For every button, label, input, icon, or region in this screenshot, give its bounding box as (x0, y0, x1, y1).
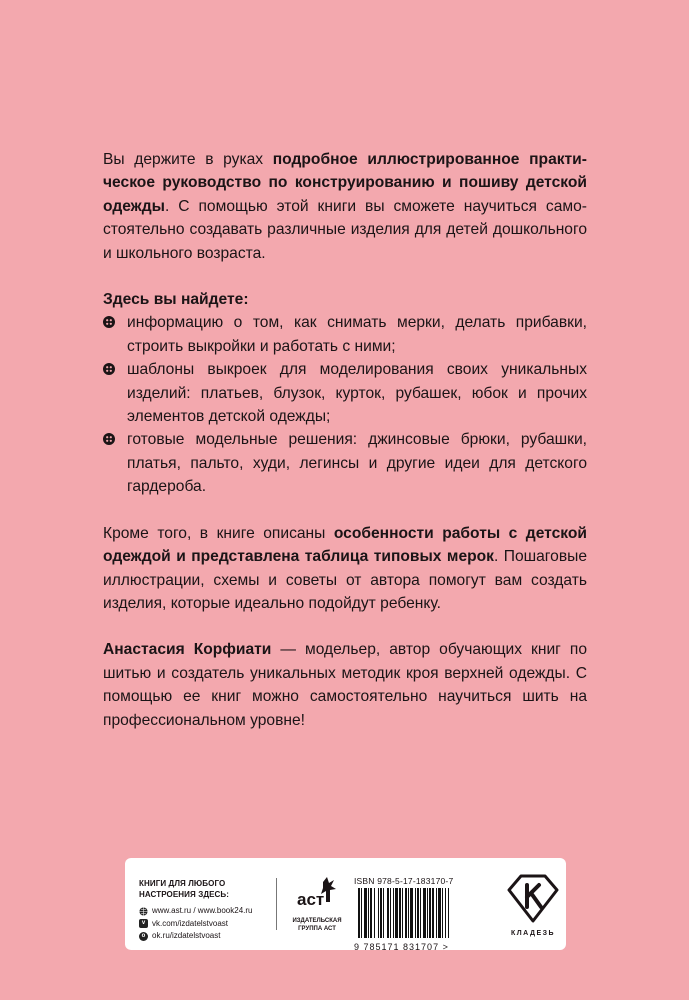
barcode-bar (387, 888, 389, 938)
barcode-bar (383, 888, 384, 938)
ast-logo-text: аст (297, 890, 325, 909)
kladez-logo (505, 872, 561, 937)
barcode-bar (380, 888, 382, 938)
vk-link[interactable]: v vk.com/izdatelstvoast (139, 918, 279, 931)
diamond-k-icon (507, 872, 559, 924)
barcode-bar (410, 888, 413, 938)
barcode-bar (420, 888, 421, 938)
intro-paragraph: Вы держите в руках подробное иллюстрированное практическое руководство по конструированию и пошиву детской одежды. С помощью этой книги вы сможете научиться самостоятельно создавать различные изделия для детей дошкольного и школьного возраста. (103, 151, 587, 262)
sewing-button-icon (103, 316, 115, 328)
barcode-bar (378, 888, 379, 938)
social-links-column (139, 878, 279, 943)
list-item: информацию о том, как снимать мерки, делать прибавки, строить выкройки и работать с ними; (103, 311, 587, 358)
barcode-bar (436, 888, 437, 938)
barcode-bar (393, 888, 394, 938)
isbn-block (354, 876, 496, 952)
barcode-bar (432, 888, 434, 938)
ok-icon: o (139, 932, 148, 941)
sewing-button-icon (103, 433, 115, 445)
publisher-info-panel (125, 858, 566, 950)
globe-icon (139, 907, 148, 916)
imprint-name: КЛАДЕЗЬ (510, 930, 556, 937)
list-item: готовые модельные решения: джинсовые брюки, рубашки, платья, пальто, худи, легинсы и другие идеи для детского гардероба. (103, 428, 587, 498)
barcode-bar (423, 888, 426, 938)
intro-bold: подробное иллюстрированное практическое руководство по конструированию и пошиву детской одежды (103, 151, 587, 215)
barcode (354, 888, 494, 938)
barcode-bar (374, 888, 375, 938)
barcode-bar (364, 888, 367, 938)
ast-figure-icon (296, 876, 338, 910)
also-paragraph: Кроме того, в книге описаны особенности работы с детской одеждой и представлена таблица типовых мерок. Пошаговые иллюстрации, схемы и советы от автора помогут вам создать изделия, которые идеально подойдут ребенку. (103, 524, 587, 612)
barcode-bar (408, 888, 409, 938)
barcode-bar (438, 888, 441, 938)
barcode-bar (358, 888, 360, 938)
sewing-button-icon (103, 363, 115, 375)
barcode-bar (442, 888, 443, 938)
barcode-bar (370, 888, 372, 938)
barcode-bar (429, 888, 431, 938)
barcode-bar (399, 888, 401, 938)
ast-caption: ИЗДАТЕЛЬСКАЯ ГРУППА АСТ (292, 918, 342, 932)
ast-logo (287, 876, 347, 933)
barcode-bar (427, 888, 428, 938)
barcode-bar (368, 888, 369, 938)
barcode-bar (448, 888, 449, 938)
barcode-bar (445, 888, 446, 938)
barcode-bar (390, 888, 391, 938)
barcode-bar (415, 888, 416, 938)
barcode-bar (361, 888, 362, 938)
annotation-text (103, 148, 587, 732)
mood-caption: КНИГИ ДЛЯ ЛЮБОГО НАСТРОЕНИЯ ЗДЕСЬ: (139, 879, 230, 899)
author-paragraph: Анастасия Корфиати — модельер, автор обучающих книг по шитью и создатель уникальных методик кроя верхней одежды. С помощью ее книг можно самостоятельно научиться шить на профессиональном уровне! (103, 641, 587, 729)
also-bold: особенности работы с детской одеждой и представлена таблица типовых мерок (103, 524, 587, 566)
author-name: Анастасия Корфиати (103, 641, 272, 659)
social-links (139, 905, 279, 943)
vk-icon: v (139, 919, 148, 928)
website-link[interactable]: www.ast.ru / www.book24.ru (139, 905, 279, 918)
barcode-bar (405, 888, 407, 938)
barcode-bar (417, 888, 419, 938)
ok-link[interactable]: o ok.ru/izdatelstvoast (139, 930, 279, 943)
find-heading: Здесь вы найдете: (103, 291, 249, 309)
barcode-digits: 9 785171 831707 > (354, 942, 449, 952)
list-item: шаблоны выкроек для моделирования своих уникальных изделий: платьев, блузок, курток, рубашек, юбок и прочих элементов детской одежды; (103, 358, 587, 428)
divider (276, 878, 277, 930)
find-list (103, 311, 587, 498)
barcode-bar (402, 888, 403, 938)
barcode-bar (395, 888, 398, 938)
isbn-text: ISBN 978-5-17-183170-7 (354, 876, 454, 886)
